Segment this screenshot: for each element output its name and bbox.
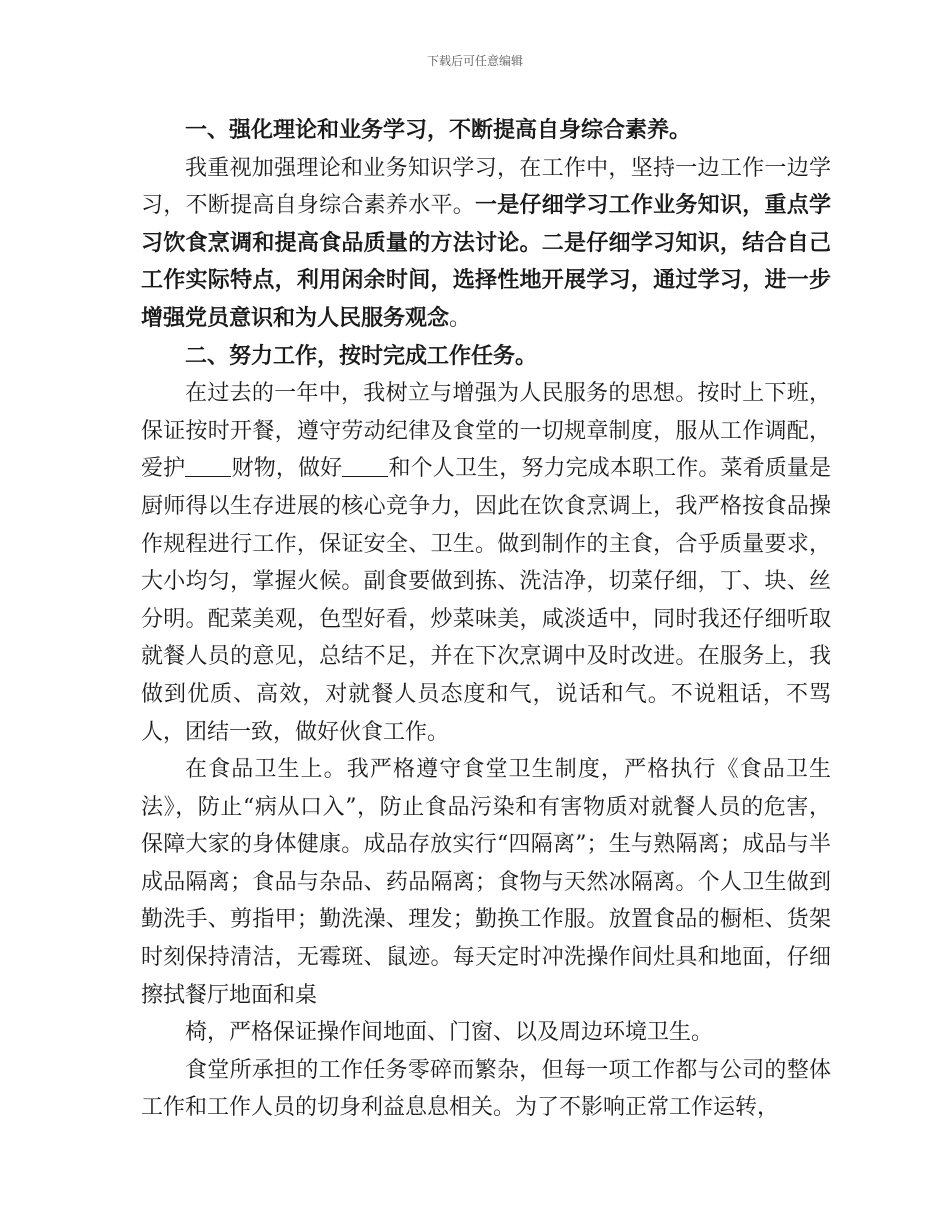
paragraph-2-part-a: 在过去的一年中，我树立与增强为人民服务的思想。按时上下班，保证按时开餐，遵守劳动纪律及食堂的一切规章制度，服从工作调配，爱护 (141, 381, 831, 482)
section-heading-2: 二、努力工作，按时完成工作任务。 (185, 342, 538, 369)
blank-underline-1 (185, 452, 231, 477)
paragraph-2 (141, 375, 831, 751)
paragraph-2-part-b: 财物，做好 (231, 456, 343, 482)
blank-underline-2 (342, 452, 388, 477)
paragraph-4: 椅，严格保证操作间地面、门窗、以及周边环境卫生。 (185, 1020, 714, 1046)
paragraph-3: 在食品卫生上。我严格遵守食堂卫生制度，严格执行《食品卫生法》，防止“病从口入”，防止食品污染和有害物质对就餐人员的危害，保障大家的身体健康。成品存放实行“四隔离”；生与熟隔离；成品与半成品隔离；食品与杂品、药品隔离；食物与天然冰隔离。个人卫生做到勤洗手、剪指甲；勤洗澡、理发；勤换工作服。放置食品的橱柜、货架时刻保持清洁，无霉斑、鼠迹。每天定时冲洗操作间灶具和地面，仔细擦拭餐厅地面和桌 (141, 757, 831, 1008)
paragraph-1-bold: 一是仔细学习工作业务知识，重点学习饮食烹调和提高食品质量的方法讨论。二是仔细学习知识，结合自己工作实际特点，利用闲余时间，选择性地开展学习，通过学习，进一步增强党员意识和为人民服务观念 (141, 192, 831, 331)
document-body (141, 112, 831, 1127)
section-heading-1: 一、强化理论和业务学习，不断提高自身综合素养。 (185, 117, 692, 143)
paragraph-1-intro: 我重视加强理论和业务知识学习，在工作中，坚持一边工作一边学习，不断提高自身综合素养水平。 (141, 155, 831, 219)
paragraph-1-end: 。 (449, 305, 472, 331)
paragraph-5: 食堂所承担的工作任务零碎而繁杂，但每一项工作都与公司的整体工作和工作人员的切身利益息息相关。为了不影响正常工作运转， (141, 1057, 831, 1121)
paragraph-1 (141, 150, 831, 338)
paragraph-2-part-c: 和个人卫生，努力完成本职工作。菜肴质量是厨师得以生存进展的核心竞争力，因此在饮食烹调上，我严格按食品操作规程进行工作，保证安全、卫生。做到制作的主食，合乎质量要求，大小均匀，掌握火候。副食要做到拣、洗洁净，切菜仔细，丁、块、丝分明。配菜美观，色型好看，炒菜味美，咸淡适中，同时我还仔细听取就餐人员的意见，总结不足，并在下次烹调中及时改进。在服务上，我做到优质、高效，对就餐人员态度和气，说话和气。不说粗话，不骂人，团结一致，做好伙食工作。 (141, 456, 831, 745)
page-header: 下载后可任意编辑 (426, 54, 523, 68)
